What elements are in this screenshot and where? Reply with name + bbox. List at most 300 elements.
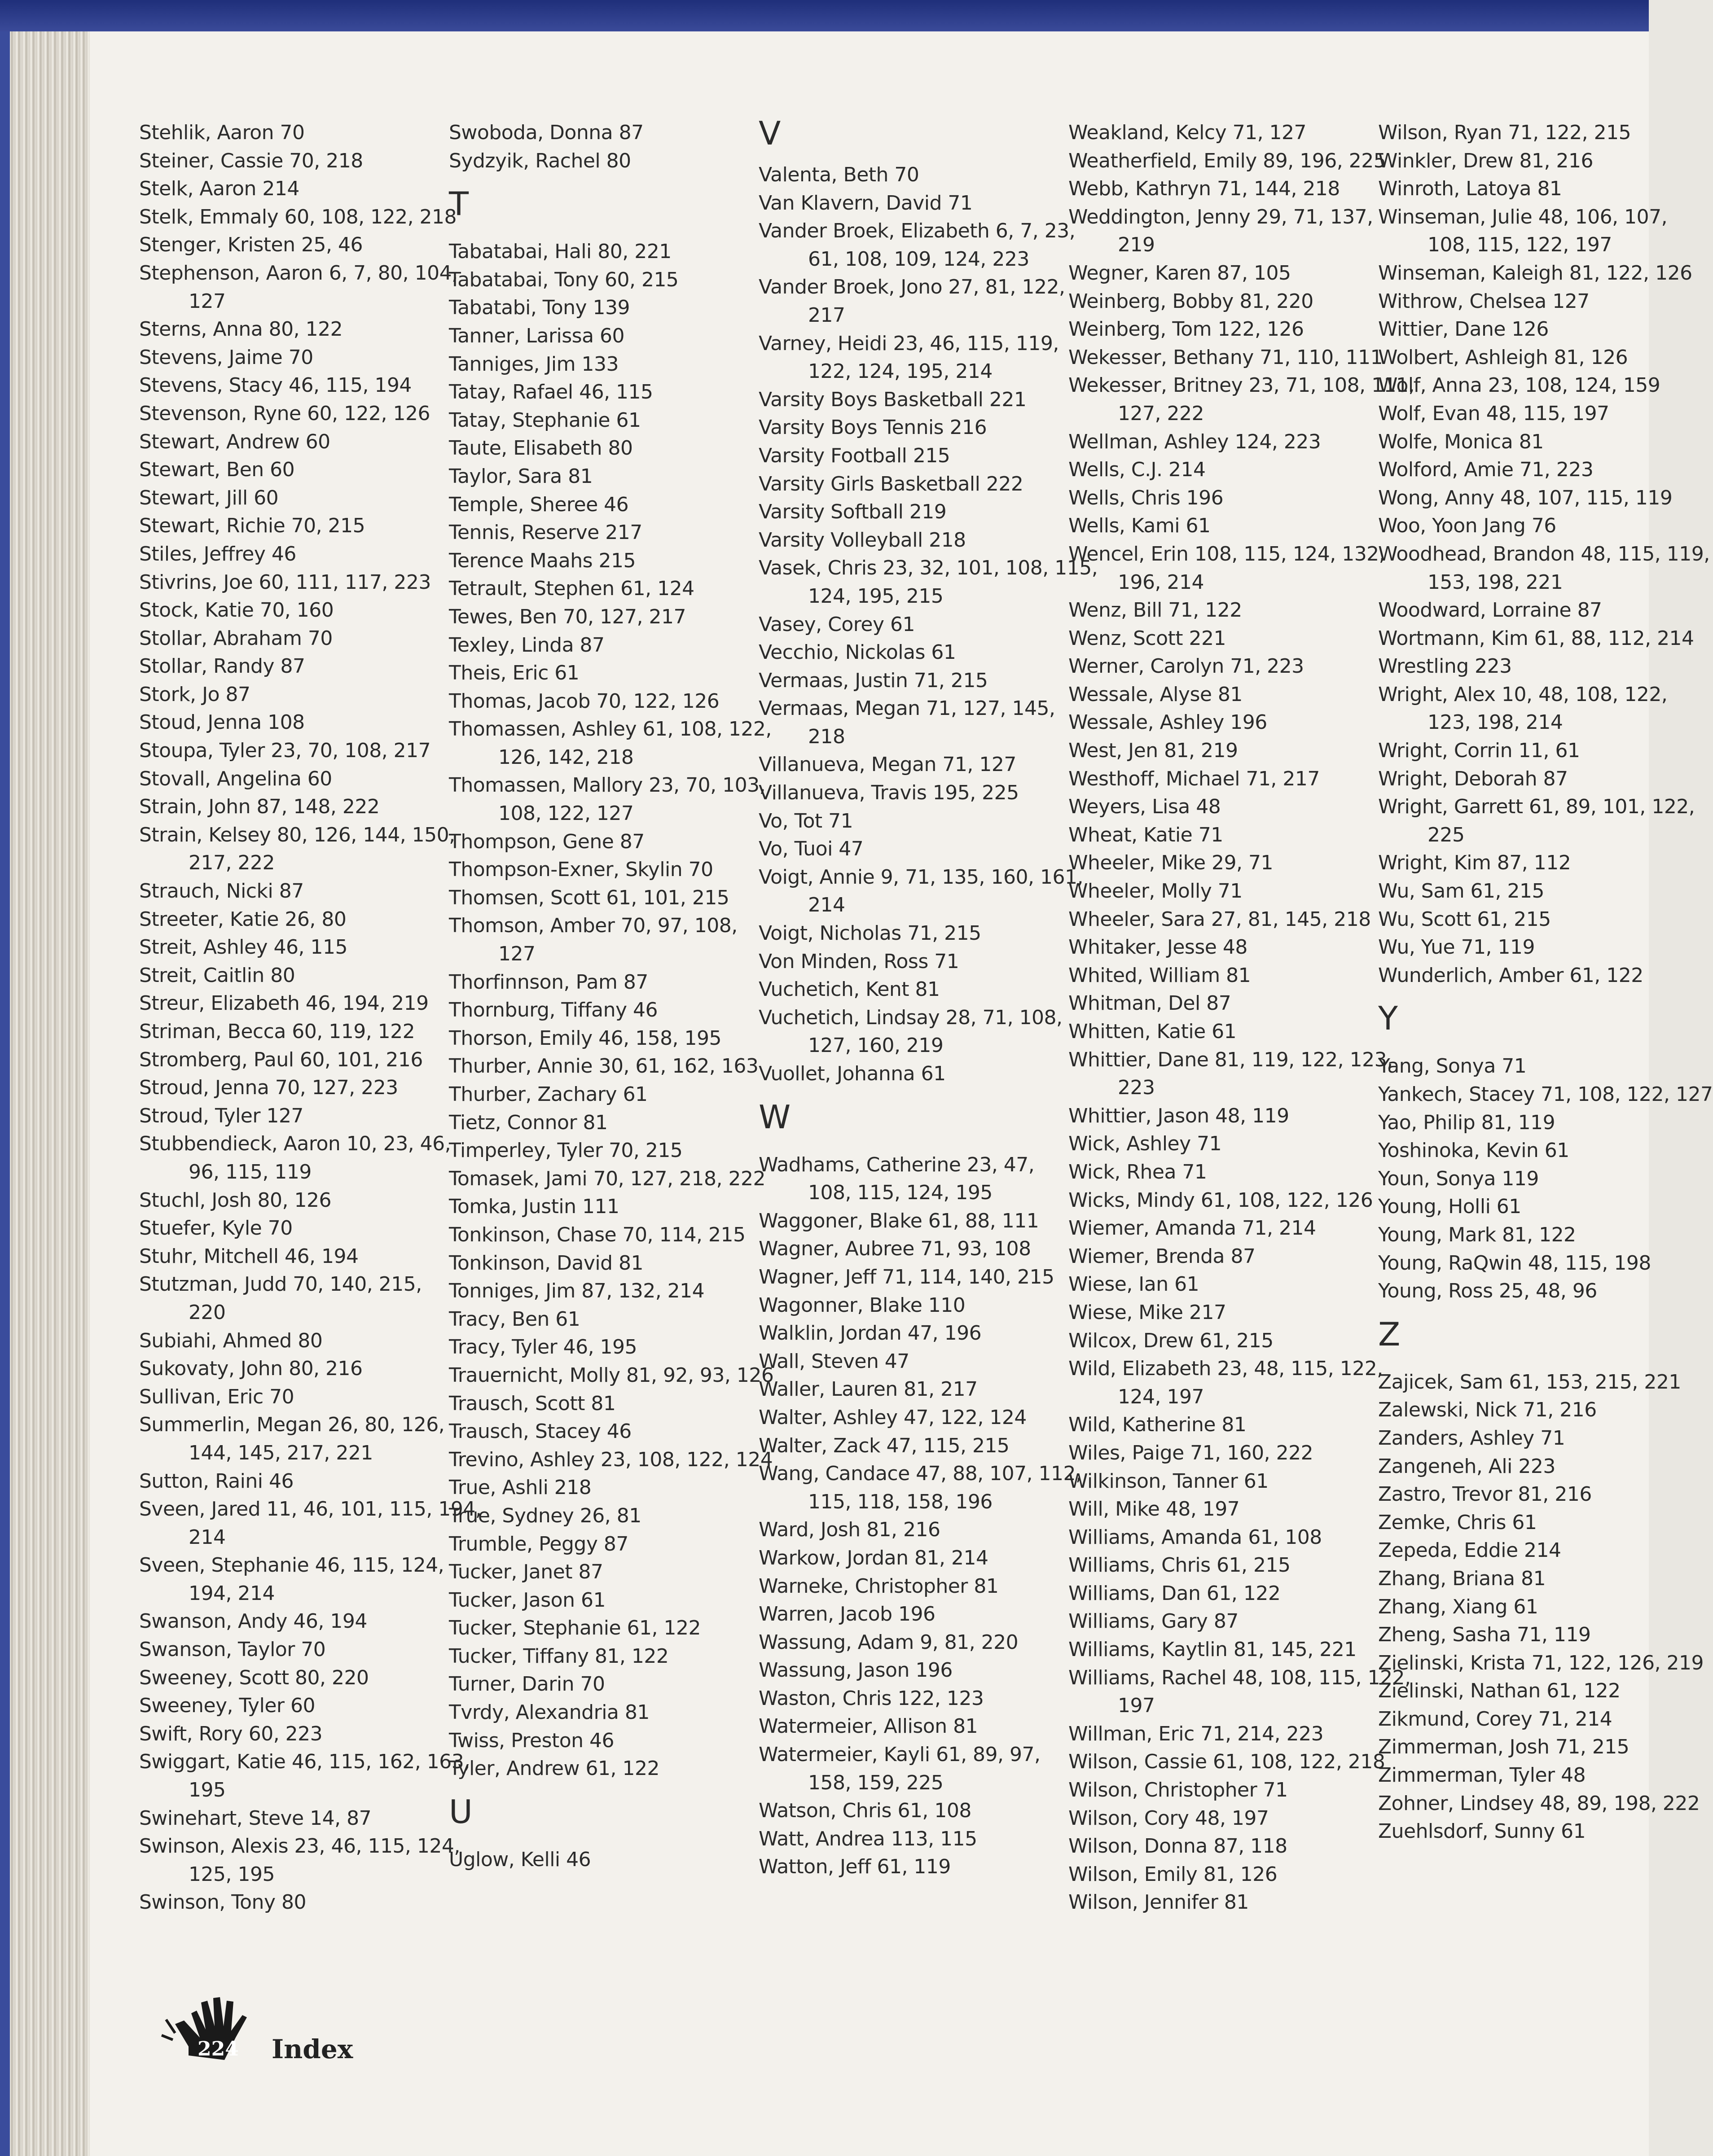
index-entry-continuation: 123, 198, 214: [1428, 711, 1563, 734]
index-entry: Tracy, Tyler 46, 195: [449, 1336, 637, 1359]
index-entry: Williams, Kaytlin 81, 145, 221: [1068, 1638, 1357, 1661]
index-entry-continuation: 125, 195: [189, 1862, 275, 1886]
index-entry: Wilson, Ryan 71, 122, 215: [1378, 121, 1631, 144]
index-entry-continuation: 108, 122, 127: [498, 802, 634, 825]
index-entry: Sutton, Raini 46: [139, 1469, 294, 1493]
index-entry-continuation: 127, 222: [1118, 402, 1204, 425]
index-entry: Sterns, Anna 80, 122: [139, 318, 343, 341]
index-entry: Wicks, Mindy 61, 108, 122, 126: [1068, 1188, 1373, 1212]
index-entry: Wang, Candace 47, 88, 107, 112,: [759, 1462, 1082, 1486]
index-entry: Tvrdy, Alexandria 81: [449, 1701, 650, 1724]
index-entry: Wild, Elizabeth 23, 48, 115, 122,: [1068, 1357, 1383, 1380]
index-column-5: [1378, 119, 1713, 1846]
index-entry: Zielinski, Nathan 61, 122: [1378, 1679, 1621, 1703]
index-entry: Williams, Chris 61, 215: [1068, 1554, 1291, 1577]
index-entry: Wells, C.J. 214: [1068, 458, 1206, 482]
index-entry: Tabatabi, Tony 139: [449, 296, 630, 320]
index-entry: Swanson, Taylor 70: [139, 1638, 326, 1661]
section-label: Index: [272, 2034, 353, 2064]
index-entry: Tetrault, Stephen 61, 124: [449, 577, 694, 600]
index-entry: Thompson-Exner, Skylin 70: [449, 858, 713, 881]
index-entry: Wiemer, Amanda 71, 214: [1068, 1217, 1316, 1240]
index-entry: Valenta, Beth 70: [759, 163, 919, 186]
index-entry: Vermaas, Megan 71, 127, 145,: [759, 697, 1055, 720]
index-entry: Wu, Yue 71, 119: [1378, 936, 1535, 959]
index-entry: Strauch, Nicki 87: [139, 880, 304, 903]
index-entry: Stevens, Jaime 70: [139, 346, 313, 369]
index-entry: Wegner, Karen 87, 105: [1068, 261, 1291, 285]
index-entry: Thornburg, Tiffany 46: [449, 999, 658, 1022]
index-entry-continuation: 196, 214: [1118, 570, 1204, 594]
index-entry: Stehlik, Aaron 70: [139, 121, 305, 144]
index-entry: Walklin, Jordan 47, 196: [759, 1322, 982, 1345]
section-letter-heading: T: [449, 185, 469, 223]
index-entry: Winseman, Kaleigh 81, 122, 126: [1378, 261, 1692, 285]
index-entry-continuation: 218: [808, 725, 845, 748]
index-entry: Watt, Andrea 113, 115: [759, 1827, 977, 1850]
index-entry: Swinson, Alexis 23, 46, 115, 124,: [139, 1835, 460, 1858]
index-entry: Wick, Ashley 71: [1068, 1132, 1222, 1156]
index-entry: Tabatabai, Hali 80, 221: [449, 240, 672, 263]
index-entry: Wrestling 223: [1378, 655, 1512, 678]
page-footer: [157, 1993, 426, 2064]
index-entry: Wadhams, Catherine 23, 47,: [759, 1153, 1035, 1176]
index-entry: Williams, Dan 61, 122: [1068, 1582, 1281, 1605]
index-entry: Wolf, Evan 48, 115, 197: [1378, 402, 1609, 425]
index-entry: Wekesser, Bethany 71, 110, 111: [1068, 346, 1383, 369]
index-entry-continuation: 220: [189, 1301, 226, 1324]
index-entry: Stollar, Randy 87: [139, 655, 305, 678]
index-entry: Yang, Sonya 71: [1378, 1055, 1527, 1078]
index-entry: Swinson, Tony 80: [139, 1891, 306, 1914]
index-entry: True, Ashli 218: [449, 1476, 592, 1499]
index-entry: Wick, Rhea 71: [1068, 1160, 1207, 1183]
index-entry-continuation: 217, 222: [189, 851, 275, 875]
index-entry: Warkow, Jordan 81, 214: [759, 1546, 988, 1569]
index-entry-continuation: 225: [1428, 823, 1465, 846]
index-entry: Waston, Chris 122, 123: [759, 1687, 984, 1710]
index-entry: Tanniges, Jim 133: [449, 352, 619, 376]
index-entry: Swoboda, Donna 87: [449, 121, 644, 144]
index-entry-continuation: 115, 118, 158, 196: [808, 1490, 993, 1513]
index-entry: Stutzman, Judd 70, 140, 215,: [139, 1273, 422, 1296]
index-entry: Wortmann, Kim 61, 88, 112, 214: [1378, 627, 1694, 650]
index-entry: Tracy, Ben 61: [449, 1307, 580, 1331]
index-entry: Strain, John 87, 148, 222: [139, 795, 380, 819]
index-entry: Zielinski, Krista 71, 122, 126, 219: [1378, 1651, 1704, 1674]
index-entry: Temple, Sheree 46: [449, 493, 629, 516]
section-letter-heading: Z: [1378, 1315, 1400, 1353]
index-entry: Stromberg, Paul 60, 101, 216: [139, 1048, 423, 1071]
index-entry: Swiggart, Katie 46, 115, 162, 163,: [139, 1750, 470, 1774]
index-entry: Theis, Eric 61: [449, 662, 580, 685]
index-entry: Thorson, Emily 46, 158, 195: [449, 1026, 722, 1050]
index-entry: Stuhr, Mitchell 46, 194: [139, 1245, 359, 1268]
index-entry: Sveen, Jared 11, 46, 101, 115, 194,: [139, 1498, 482, 1521]
index-entry: Wittier, Dane 126: [1378, 318, 1549, 341]
index-entry: Young, RaQwin 48, 115, 198: [1378, 1251, 1651, 1275]
index-entry: Watson, Chris 61, 108: [759, 1799, 971, 1823]
index-entry-continuation: 153, 198, 221: [1428, 570, 1563, 594]
index-entry: Varsity Boys Basketball 221: [759, 388, 1027, 411]
index-entry: Streit, Ashley 46, 115: [139, 936, 347, 959]
index-entry: Westhoff, Michael 71, 217: [1068, 767, 1320, 790]
index-entry: Sweeney, Tyler 60: [139, 1694, 315, 1718]
index-entry: True, Sydney 26, 81: [449, 1504, 641, 1527]
index-entry-continuation: 219: [1118, 233, 1155, 257]
binding-top-bar: [0, 0, 1649, 31]
index-entry: Wiese, Mike 217: [1068, 1301, 1226, 1324]
index-entry-continuation: 214: [808, 894, 845, 917]
index-entry: Zajicek, Sam 61, 153, 215, 221: [1378, 1370, 1681, 1394]
index-entry: Swinehart, Steve 14, 87: [139, 1806, 372, 1830]
index-entry: Uglow, Kelli 46: [449, 1848, 591, 1871]
index-column-1: [139, 119, 482, 1917]
index-entry: Wilkinson, Tanner 61: [1068, 1469, 1269, 1493]
index-entry-continuation: 127: [498, 942, 536, 966]
index-entry: Warneke, Christopher 81: [759, 1574, 999, 1598]
index-entry: Subiahi, Ahmed 80: [139, 1329, 323, 1352]
index-entry: Thomas, Jacob 70, 122, 126: [449, 689, 720, 713]
index-entry: Vander Broek, Jono 27, 81, 122,: [759, 276, 1065, 299]
index-entry: Wagner, Jeff 71, 114, 140, 215: [759, 1265, 1054, 1288]
index-entry: Walter, Zack 47, 115, 215: [759, 1434, 1010, 1457]
index-entry: Sydzyik, Rachel 80: [449, 149, 631, 172]
index-entry: Wassung, Jason 196: [759, 1659, 953, 1682]
index-entry: Strain, Kelsey 80, 126, 144, 150,: [139, 823, 455, 846]
index-entry: Wilson, Christopher 71: [1068, 1779, 1288, 1802]
index-entry: Zuehlsdorf, Sunny 61: [1378, 1820, 1586, 1843]
index-entry: Wencel, Erin 108, 115, 124, 132,: [1068, 542, 1385, 565]
index-entry: Wilson, Cory 48, 197: [1068, 1806, 1269, 1830]
index-entry: Weinberg, Bobby 81, 220: [1068, 289, 1313, 313]
index-entry: Wenz, Scott 221: [1068, 627, 1226, 650]
index-entry: Stork, Jo 87: [139, 683, 250, 706]
index-entry: Timperley, Tyler 70, 215: [449, 1139, 683, 1162]
index-entry: Varsity Football 215: [759, 444, 950, 467]
index-entry: Wenz, Bill 71, 122: [1068, 599, 1242, 622]
index-entry: Weatherfield, Emily 89, 196, 225: [1068, 149, 1386, 172]
book-spine: [0, 31, 90, 2156]
index-entry: Young, Ross 25, 48, 96: [1378, 1280, 1597, 1303]
index-entry: Stovall, Angelina 60: [139, 767, 332, 790]
index-entry: Wheeler, Molly 71: [1068, 880, 1243, 903]
index-entry: Tucker, Tiffany 81, 122: [449, 1644, 669, 1668]
index-entry: Tonkinson, Chase 70, 114, 215: [449, 1223, 746, 1246]
index-entry: Williams, Gary 87: [1068, 1610, 1239, 1633]
index-entry: Yao, Philip 81, 119: [1378, 1111, 1555, 1134]
index-entry: Wolf, Anna 23, 108, 124, 159: [1378, 374, 1660, 397]
index-entry: Wright, Garrett 61, 89, 101, 122,: [1378, 795, 1695, 819]
index-entry: Varsity Softball 219: [759, 500, 947, 524]
index-entry: Wassung, Adam 9, 81, 220: [759, 1630, 1019, 1654]
index-entry: Zhang, Xiang 61: [1378, 1595, 1538, 1618]
index-entry: Wright, Corrin 11, 61: [1378, 739, 1580, 762]
index-entry: Trauernicht, Molly 81, 92, 93, 126: [449, 1363, 774, 1387]
index-entry: Trausch, Stacey 46: [449, 1420, 632, 1443]
index-entry-continuation: 124, 197: [1118, 1385, 1204, 1408]
index-entry: Sullivan, Eric 70: [139, 1385, 294, 1408]
index-entry: Wessale, Ashley 196: [1068, 711, 1267, 734]
index-entry: Wilson, Cassie 61, 108, 122, 218: [1068, 1750, 1385, 1774]
index-entry: Streeter, Katie 26, 80: [139, 907, 347, 931]
index-entry-continuation: 214: [189, 1525, 226, 1549]
index-entry: Swift, Rory 60, 223: [139, 1722, 323, 1745]
index-entry: Wilson, Emily 81, 126: [1068, 1862, 1278, 1886]
index-entry: Stewart, Jill 60: [139, 486, 279, 509]
index-entry-continuation: 61, 108, 109, 124, 223: [808, 247, 1029, 271]
index-entry: Streur, Elizabeth 46, 194, 219: [139, 992, 429, 1015]
index-entry-continuation: 108, 115, 124, 195: [808, 1181, 993, 1205]
index-entry: Tewes, Ben 70, 127, 217: [449, 605, 686, 628]
index-entry: Weinberg, Tom 122, 126: [1068, 318, 1304, 341]
index-entry: Trevino, Ashley 23, 108, 122, 124: [449, 1448, 773, 1471]
section-letter-heading: W: [759, 1098, 791, 1136]
index-entry: Tonniges, Jim 87, 132, 214: [449, 1280, 705, 1303]
index-entry: Tabatabai, Tony 60, 215: [449, 268, 679, 291]
index-entry: Whittier, Dane 81, 119, 122, 123,: [1068, 1048, 1393, 1071]
index-entry: Stelk, Aaron 214: [139, 177, 299, 201]
index-entry: Wolford, Amie 71, 223: [1378, 458, 1594, 482]
section-letter-heading: V: [759, 114, 781, 152]
index-entry: Stivrins, Joe 60, 111, 117, 223: [139, 570, 431, 594]
index-entry: Wright, Alex 10, 48, 108, 122,: [1378, 683, 1668, 706]
index-entry: Sweeney, Scott 80, 220: [139, 1666, 369, 1689]
index-entry: Vo, Tot 71: [759, 809, 853, 833]
index-entry: Tanner, Larissa 60: [449, 324, 625, 347]
index-entry: Thompson, Gene 87: [449, 830, 645, 853]
index-entry: Vuollet, Johanna 61: [759, 1062, 946, 1085]
index-entry: Tomka, Justin 111: [449, 1195, 619, 1218]
index-entry: Stroud, Tyler 127: [139, 1104, 303, 1127]
index-column-2: [449, 119, 774, 1874]
index-entry: Thomassen, Mallory 23, 70, 103,: [449, 774, 766, 797]
index-entry: Sukovaty, John 80, 216: [139, 1357, 363, 1380]
index-entry: Will, Mike 48, 197: [1068, 1498, 1240, 1521]
index-entry: Tonkinson, David 81: [449, 1251, 644, 1275]
index-entry: Ward, Josh 81, 216: [759, 1518, 940, 1542]
index-entry-continuation: 194, 214: [189, 1582, 275, 1605]
index-entry: Youn, Sonya 119: [1378, 1167, 1539, 1190]
index-entry: Zemke, Chris 61: [1378, 1511, 1537, 1534]
index-entry: Striman, Becca 60, 119, 122: [139, 1020, 415, 1043]
index-entry: Vasek, Chris 23, 32, 101, 108, 115,: [759, 557, 1098, 580]
index-entry: Stoud, Jenna 108: [139, 711, 305, 734]
index-entry: Stevens, Stacy 46, 115, 194: [139, 374, 412, 397]
index-entry: Voigt, Nicholas 71, 215: [759, 922, 981, 945]
index-entry: Woodhead, Brandon 48, 115, 119,: [1378, 542, 1710, 565]
index-entry: Withrow, Chelsea 127: [1378, 289, 1590, 313]
index-entry: Wagner, Aubree 71, 93, 108: [759, 1237, 1031, 1261]
index-column-3: [759, 114, 1098, 1881]
index-entry: Zepeda, Eddie 214: [1378, 1539, 1561, 1562]
index-entry: Weyers, Lisa 48: [1068, 795, 1221, 819]
index-entry: Wekesser, Britney 23, 71, 108, 111,: [1068, 374, 1415, 397]
index-entry: Williams, Amanda 61, 108: [1068, 1525, 1322, 1549]
index-entry-continuation: 126, 142, 218: [498, 745, 634, 769]
index-entry: Zalewski, Nick 71, 216: [1378, 1398, 1597, 1422]
index-entry: Whitaker, Jesse 48: [1068, 936, 1247, 959]
index-entry: Zheng, Sasha 71, 119: [1378, 1623, 1591, 1647]
index-entry-continuation: 158, 159, 225: [808, 1771, 944, 1794]
index-entry: Whited, William 81: [1068, 964, 1251, 987]
index-entry: Vermaas, Justin 71, 215: [759, 669, 988, 692]
index-entry: Terence Maahs 215: [449, 549, 636, 572]
index-entry: Tennis, Reserve 217: [449, 521, 642, 544]
index-entry: Vecchio, Nickolas 61: [759, 641, 956, 664]
index-entry: Taylor, Sara 81: [449, 465, 593, 488]
index-entry: Wiese, Ian 61: [1068, 1273, 1199, 1296]
index-entry: Wessale, Alyse 81: [1068, 683, 1243, 706]
index-entry: Wu, Scott 61, 215: [1378, 907, 1551, 931]
index-entry: Streit, Caitlin 80: [139, 964, 295, 987]
index-entry: Zangeneh, Ali 223: [1378, 1455, 1555, 1478]
index-entry: Stelk, Emmaly 60, 108, 122, 218: [139, 205, 457, 228]
index-entry: Stroud, Jenna 70, 127, 223: [139, 1076, 398, 1100]
index-entry: Tucker, Jason 61: [449, 1588, 606, 1612]
index-entry: Zimmerman, Josh 71, 215: [1378, 1735, 1630, 1759]
index-entry: Stewart, Richie 70, 215: [139, 514, 365, 538]
index-entry: Tatay, Stephanie 61: [449, 408, 641, 432]
index-entry: Waller, Lauren 81, 217: [759, 1378, 978, 1401]
index-entry-continuation: 144, 145, 217, 221: [189, 1441, 373, 1464]
index-entry: Thomsen, Scott 61, 101, 215: [449, 886, 729, 909]
index-entry: Stiles, Jeffrey 46: [139, 542, 296, 565]
index-entry: Wilson, Jennifer 81: [1068, 1891, 1249, 1914]
index-entry: Van Klavern, David 71: [759, 191, 973, 215]
section-letter-heading: U: [449, 1792, 473, 1831]
index-entry: Winroth, Latoya 81: [1378, 177, 1562, 201]
index-entry: Watermeier, Allison 81: [759, 1715, 978, 1738]
index-entry-continuation: 217: [808, 303, 845, 327]
index-entry: Wheeler, Mike 29, 71: [1068, 851, 1273, 875]
index-entry: Vuchetich, Lindsay 28, 71, 108,: [759, 1006, 1063, 1029]
index-entry: Wheat, Katie 71: [1068, 823, 1223, 846]
index-entry: Wiemer, Brenda 87: [1068, 1245, 1256, 1268]
index-entry: Yankech, Stacey 71, 108, 122, 127: [1378, 1083, 1713, 1106]
index-column-4: [1068, 119, 1415, 1917]
index-entry: Young, Holli 61: [1378, 1195, 1521, 1218]
index-entry: Taute, Elisabeth 80: [449, 437, 633, 460]
index-entry: Woodward, Lorraine 87: [1378, 599, 1602, 622]
index-entry: Wilcox, Drew 61, 215: [1068, 1329, 1274, 1352]
index-entry: Williams, Rachel 48, 108, 115, 122,: [1068, 1666, 1411, 1689]
index-entry: Steiner, Cassie 70, 218: [139, 149, 363, 172]
index-page: [90, 31, 1713, 2156]
index-entry: Stenger, Kristen 25, 46: [139, 233, 363, 257]
index-entry: Wild, Katherine 81: [1068, 1413, 1247, 1437]
index-entry: Weddington, Jenny 29, 71, 137,: [1068, 205, 1373, 228]
index-entry-continuation: 108, 115, 122, 197: [1428, 233, 1612, 257]
index-entry: Stewart, Ben 60: [139, 458, 295, 482]
index-entry: Warren, Jacob 196: [759, 1603, 936, 1626]
index-entry: Zikmund, Corey 71, 214: [1378, 1707, 1612, 1731]
index-entry: Varsity Boys Tennis 216: [759, 416, 987, 439]
index-entry: Tietz, Connor 81: [449, 1111, 608, 1134]
index-entry: Wells, Kami 61: [1068, 514, 1211, 538]
index-entry: Zhang, Briana 81: [1378, 1567, 1546, 1590]
index-entry: Vuchetich, Kent 81: [759, 978, 940, 1001]
index-entry: Stubbendieck, Aaron 10, 23, 46,: [139, 1132, 451, 1156]
index-entry: Texley, Linda 87: [449, 633, 605, 657]
index-entry: Zimmerman, Tyler 48: [1378, 1764, 1586, 1787]
index-entry: Vasey, Corey 61: [759, 613, 915, 636]
index-entry: Trumble, Peggy 87: [449, 1532, 628, 1556]
index-entry: Watermeier, Kayli 61, 89, 97,: [759, 1743, 1041, 1766]
index-entry: Stewart, Andrew 60: [139, 430, 330, 453]
index-entry: Wunderlich, Amber 61, 122: [1378, 964, 1643, 987]
index-entry: Tyler, Andrew 61, 122: [449, 1757, 659, 1780]
index-entry: Tucker, Janet 87: [449, 1560, 603, 1584]
index-entry: West, Jen 81, 219: [1068, 739, 1238, 762]
index-entry: Stephenson, Aaron 6, 7, 80, 104,: [139, 261, 458, 285]
index-entry: Varney, Heidi 23, 46, 115, 119,: [759, 332, 1059, 355]
index-entry: Waggoner, Blake 61, 88, 111: [759, 1209, 1039, 1232]
index-entry: Summerlin, Megan 26, 80, 126,: [139, 1413, 445, 1437]
index-entry: Winkler, Drew 81, 216: [1378, 149, 1593, 172]
index-entry: Stoupa, Tyler 23, 70, 108, 217: [139, 739, 431, 762]
index-entry-continuation: 195: [189, 1779, 226, 1802]
index-entry: Thomassen, Ashley 61, 108, 122,: [449, 718, 772, 741]
index-entry: Yoshinoka, Kevin 61: [1378, 1139, 1569, 1162]
index-entry: Wagonner, Blake 110: [759, 1293, 966, 1317]
index-entry: Whitman, Del 87: [1068, 992, 1231, 1015]
index-entry: Sveen, Stephanie 46, 115, 124,: [139, 1554, 444, 1577]
index-entry-continuation: 96, 115, 119: [189, 1160, 312, 1183]
index-entry: Wolbert, Ashleigh 81, 126: [1378, 346, 1628, 369]
index-entry: Tucker, Stephanie 61, 122: [449, 1617, 701, 1640]
index-entry-continuation: 223: [1118, 1076, 1155, 1100]
index-entry: Stollar, Abraham 70: [139, 627, 333, 650]
index-entry: Varsity Girls Basketball 222: [759, 472, 1023, 495]
index-entry: Thurber, Zachary 61: [449, 1083, 648, 1106]
index-entry: Weakland, Kelcy 71, 127: [1068, 121, 1307, 144]
index-entry: Watton, Jeff 61, 119: [759, 1855, 951, 1879]
index-entry: Swanson, Andy 46, 194: [139, 1610, 367, 1633]
index-entry: Trausch, Scott 81: [449, 1392, 616, 1415]
index-entry: Wall, Steven 47: [759, 1350, 909, 1373]
index-entry: Villanueva, Travis 195, 225: [759, 781, 1019, 805]
index-entry: Thurber, Annie 30, 61, 162, 163: [449, 1055, 759, 1078]
section-letter-heading: Y: [1378, 999, 1398, 1038]
index-entry: Webb, Kathryn 71, 144, 218: [1068, 177, 1340, 201]
index-entry: Wellman, Ashley 124, 223: [1068, 430, 1321, 453]
index-entry: Tatay, Rafael 46, 115: [449, 381, 653, 404]
index-entry: Tomasek, Jami 70, 127, 218, 222: [449, 1167, 765, 1190]
index-entry: Werner, Carolyn 71, 223: [1068, 655, 1304, 678]
index-entry: Whitten, Katie 61: [1068, 1020, 1237, 1043]
index-entry-continuation: 124, 195, 215: [808, 584, 944, 608]
index-entry: Twiss, Preston 46: [449, 1729, 615, 1752]
index-entry: Wright, Kim 87, 112: [1378, 851, 1571, 875]
index-entry: Vo, Tuoi 47: [759, 837, 864, 861]
index-entry: Turner, Darin 70: [449, 1673, 605, 1696]
index-entry: Zastro, Trevor 81, 216: [1378, 1483, 1592, 1506]
index-entry: Wong, Anny 48, 107, 115, 119: [1378, 486, 1673, 509]
index-entry: Wu, Sam 61, 215: [1378, 880, 1544, 903]
index-entry: Stock, Katie 70, 160: [139, 599, 334, 622]
index-entry: Zohner, Lindsey 48, 89, 198, 222: [1378, 1792, 1700, 1815]
index-entry: Thomson, Amber 70, 97, 108,: [449, 914, 738, 938]
index-entry: Varsity Volleyball 218: [759, 528, 966, 552]
index-entry-continuation: 127: [189, 289, 226, 313]
index-entry: Wolfe, Monica 81: [1378, 430, 1544, 453]
index-entry-continuation: 197: [1118, 1694, 1155, 1718]
page-number: 224: [198, 2038, 239, 2060]
index-entry: Winseman, Julie 48, 106, 107,: [1378, 205, 1668, 228]
index-entry: Wright, Deborah 87: [1378, 767, 1568, 790]
index-entry: Von Minden, Ross 71: [759, 950, 959, 973]
